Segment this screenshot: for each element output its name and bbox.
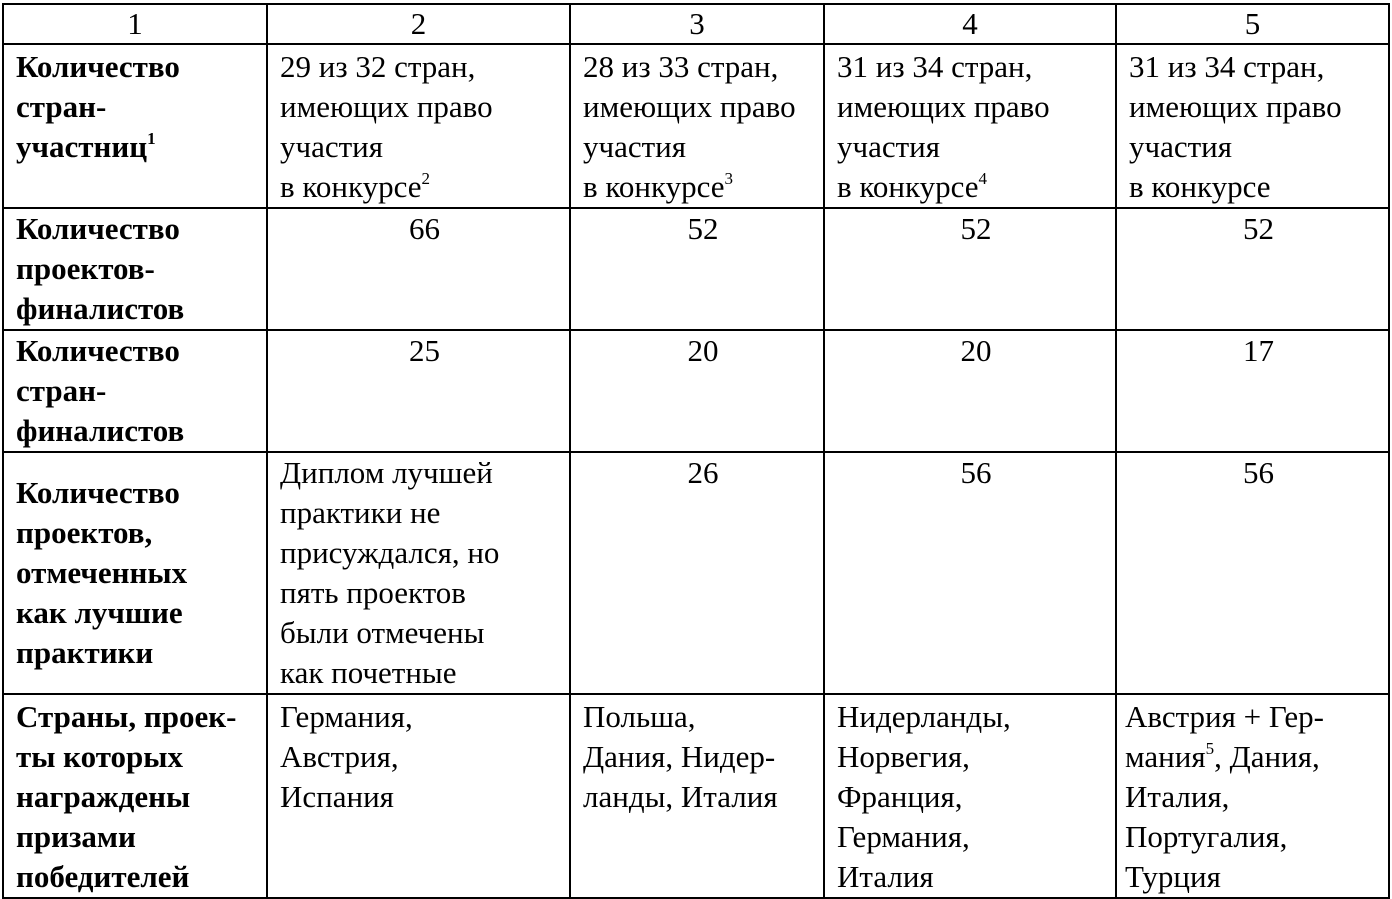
header-cell-3: 3 bbox=[570, 4, 824, 44]
finalist-projects-row bbox=[3, 208, 1389, 330]
participants-cell-5: 31 из 34 стран, имеющих право участия в конкурсе bbox=[1116, 44, 1389, 208]
comparison-table bbox=[2, 3, 1390, 899]
finalist-countries-row bbox=[3, 330, 1389, 452]
participants-cell-2: 29 из 32 стран, имеющих право участия в конкурсе$^2$ bbox=[267, 44, 570, 208]
best-practices-cell-2: Диплом лучшей практики не присуждался, но пять проектов были отмечены как почетные bbox=[267, 452, 570, 694]
header-cell-4: 4 bbox=[824, 4, 1116, 44]
header-cell-5: 5 bbox=[1116, 4, 1389, 44]
header-cell-2: 2 bbox=[267, 4, 570, 44]
best-practices-label: Количество проектов, отмеченных как лучшие практики bbox=[3, 452, 267, 694]
winners-cell-3: Польша, Дания, Нидер- ланды, Италия bbox=[570, 694, 824, 898]
footnote-marker: 2 bbox=[421, 168, 430, 188]
footnote-marker: 1 bbox=[147, 128, 156, 148]
participants-label: Количество стран- участниц$^1$ bbox=[3, 44, 267, 208]
finalist-projects-value-3: 52 bbox=[570, 208, 824, 330]
finalist-projects-value-5: 52 bbox=[1116, 208, 1389, 330]
winners-cell-5: Австрия + Гер- мания$^5$, Дания, Италия, Португалия, Турция bbox=[1116, 694, 1389, 898]
finalist-projects-label: Количество проектов- финалистов bbox=[3, 208, 267, 330]
best-practices-value-5: 56 bbox=[1116, 452, 1389, 694]
best-practices-value-4: 56 bbox=[824, 452, 1116, 694]
finalist-projects-value-2: 66 bbox=[267, 208, 570, 330]
finalist-countries-value-4: 20 bbox=[824, 330, 1116, 452]
winners-cell-2: Германия, Австрия, Испания bbox=[267, 694, 570, 898]
header-cell-1: 1 bbox=[3, 4, 267, 44]
best-practices-value-3: 26 bbox=[570, 452, 824, 694]
winners-row bbox=[3, 694, 1389, 898]
finalist-countries-value-5: 17 bbox=[1116, 330, 1389, 452]
footnote-marker: 3 bbox=[724, 168, 733, 188]
winners-label: Страны, проек- ты которых награждены призами победителей bbox=[3, 694, 267, 898]
finalist-countries-value-2: 25 bbox=[267, 330, 570, 452]
finalist-countries-value-3: 20 bbox=[570, 330, 824, 452]
participants-cell-4: 31 из 34 стран, имеющих право участия в конкурсе$^4$ bbox=[824, 44, 1116, 208]
finalist-projects-value-4: 52 bbox=[824, 208, 1116, 330]
participants-row bbox=[3, 44, 1389, 208]
footnote-marker: 5 bbox=[1205, 738, 1215, 758]
participants-cell-3: 28 из 33 стран, имеющих право участия в конкурсе$^3$ bbox=[570, 44, 824, 208]
best-practices-row bbox=[3, 452, 1389, 694]
footnote-marker: 4 bbox=[978, 168, 987, 188]
winners-cell-4: Нидерланды, Норвегия, Франция, Германия, Италия bbox=[824, 694, 1116, 898]
header-row bbox=[3, 4, 1389, 44]
finalist-countries-label: Количество стран- финалистов bbox=[3, 330, 267, 452]
